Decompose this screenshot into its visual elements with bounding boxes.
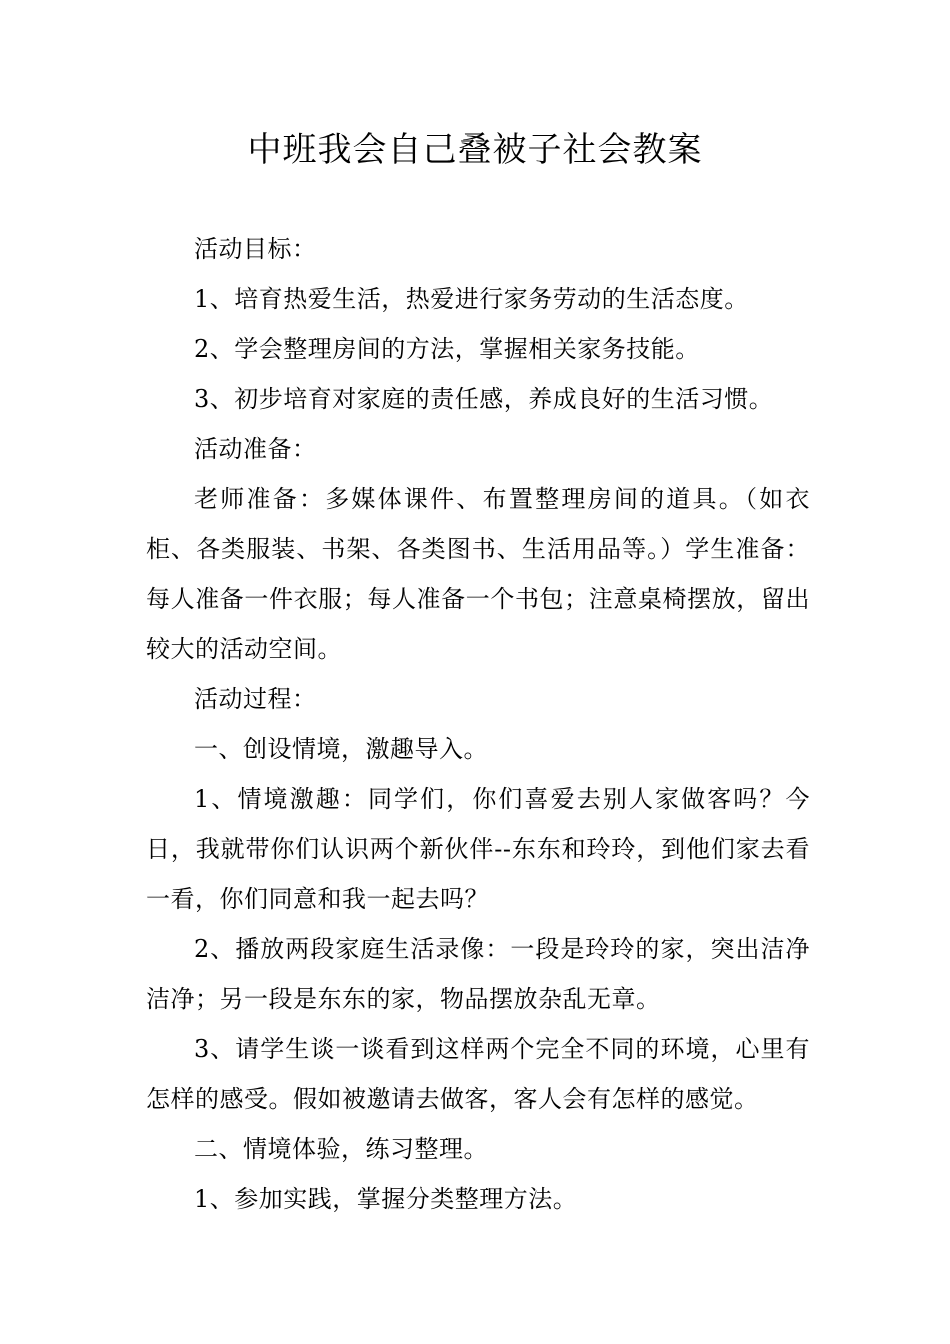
paragraph-practice-1: 1、参加实践，掌握分类整理方法。 xyxy=(194,1185,578,1213)
paragraph-prep-details: 老师准备：多媒体课件、布置整理房间的道具。（如衣柜、各类服装、书架、各类图书、生活用品等。）学生准备：每人准备一件衣服；每人准备一个书包；注意桌椅摆放，留出较大的活动空间。 xyxy=(146,485,810,663)
document-body xyxy=(146,224,810,1224)
paragraph-goals-heading: 活动目标： xyxy=(194,235,317,263)
paragraph-step-1: 1、情境激趣：同学们，你们喜爱去别人家做客吗？今日，我就带你们认识两个新伙伴--东东和玲玲，到他们家去看一看，你们同意和我一起去吗？ xyxy=(146,785,810,913)
paragraph-section-1: 一、创设情境，激趣导入。 xyxy=(194,735,488,763)
page-title: 中班我会自己叠被子社会教案 xyxy=(247,130,703,170)
paragraph-step-3: 3、请学生谈一谈看到这样两个完全不同的环境，心里有怎样的感受。假如被邀请去做客，客人会有怎样的感觉。 xyxy=(146,1035,810,1113)
paragraph-step-2: 2、播放两段家庭生活录像：一段是玲玲的家，突出洁净洁净；另一段是东东的家，物品摆放杂乱无章。 xyxy=(146,935,810,1013)
paragraph-process-heading: 活动过程： xyxy=(194,685,317,713)
paragraph-goal-3: 3、初步培育对家庭的责任感，养成良好的生活习惯。 xyxy=(194,385,774,413)
paragraph-prep-heading: 活动准备： xyxy=(194,435,317,463)
paragraph-goal-2: 2、学会整理房间的方法，掌握相关家务技能。 xyxy=(194,335,700,363)
paragraph-goal-1: 1、培育热爱生活，热爱进行家务劳动的生活态度。 xyxy=(194,285,749,313)
paragraph-section-2: 二、情境体验，练习整理。 xyxy=(194,1135,488,1163)
